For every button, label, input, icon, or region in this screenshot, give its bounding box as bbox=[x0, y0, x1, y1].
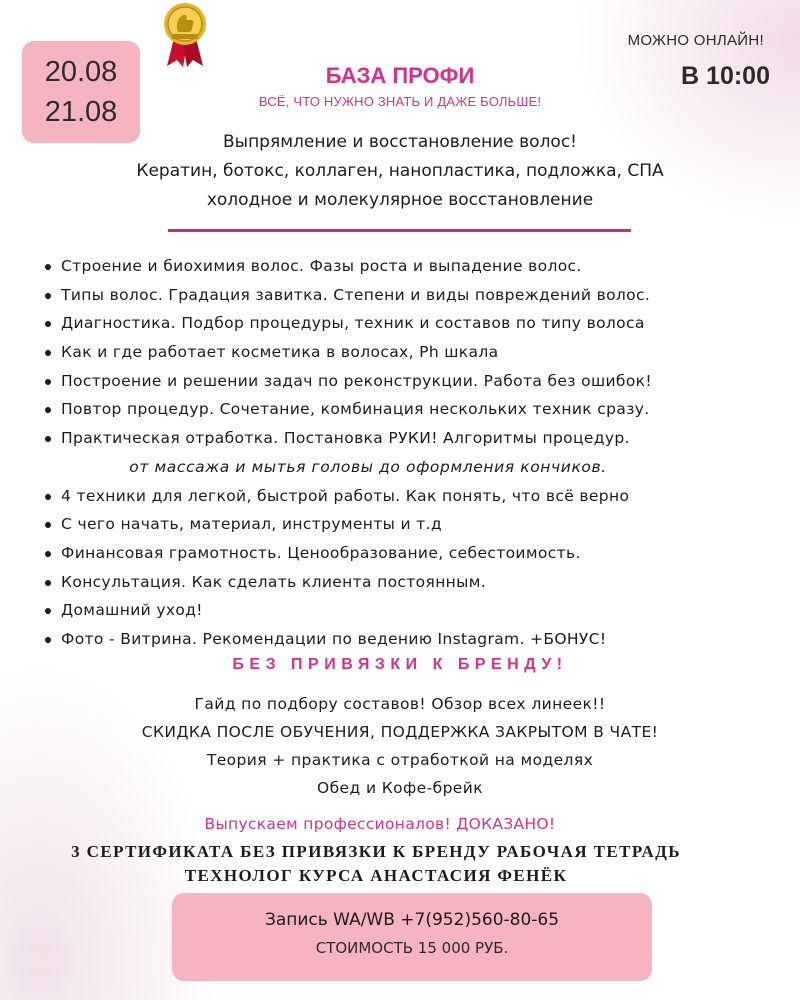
topic-text: Повтор процедур. Сочетание, комбинация нескольких техник сразу. bbox=[61, 400, 650, 419]
online-available-note: МОЖНО ОНЛАЙН! bbox=[627, 32, 764, 49]
topic-item bbox=[44, 568, 784, 597]
perk-line: Обед и Кофе-брейк bbox=[317, 779, 483, 797]
intro-line: холодное и молекулярное восстановление bbox=[206, 190, 594, 210]
bullet-dot-icon bbox=[45, 321, 51, 327]
topic-text: Практическая отработка. Постановка РУКИ! Алгоритмы процедур. bbox=[61, 429, 630, 448]
bullet-dot-icon bbox=[45, 494, 51, 500]
proof-statement: Выпускаем профессионалов! ДОКАЗАНО! bbox=[204, 815, 556, 833]
course-subtitle: ВСЁ, ЧТО НУЖНО ЗНАТЬ И ДАЖЕ БОЛЬШЕ! bbox=[258, 94, 542, 109]
course-date-2: 21.08 bbox=[44, 96, 118, 128]
perk-line: Теория + практика с отработкой на моделях bbox=[206, 751, 594, 769]
intro-line: Кератин, ботокс, коллаген, нанопластика, подложка, СПА bbox=[136, 161, 664, 181]
course-date-1: 20.08 bbox=[44, 56, 118, 88]
signup-contact[interactable]: Запись WA/WB +7(952)560-80-65 bbox=[264, 910, 560, 930]
certificates-block bbox=[0, 840, 752, 888]
bullet-dot-icon bbox=[45, 293, 51, 299]
topic-item bbox=[44, 424, 784, 453]
bullet-dot-icon bbox=[45, 436, 51, 442]
intro-line: Выпрямление и восстановление волос! bbox=[222, 132, 577, 152]
course-price: СТОИМОСТЬ 15 000 РУБ. bbox=[315, 939, 509, 957]
bullet-dot-icon bbox=[45, 522, 51, 528]
topics-list bbox=[44, 252, 784, 654]
course-intro bbox=[0, 128, 800, 215]
topic-text: Консультация. Как сделать клиента постоянным. bbox=[61, 572, 487, 591]
perk-line: СКИДКА ПОСЛЕ ОБУЧЕНИЯ, ПОДДЕРЖКА ЗАКРЫТОМ В ЧАТЕ! bbox=[141, 723, 659, 741]
course-title: БАЗА ПРОФИ bbox=[325, 63, 475, 88]
signup-box bbox=[172, 893, 652, 981]
topic-item bbox=[44, 367, 784, 396]
topic-text: Домашний уход! bbox=[61, 601, 203, 620]
topic-item bbox=[44, 539, 784, 568]
topic-item bbox=[44, 625, 784, 654]
section-divider bbox=[168, 229, 631, 232]
topic-text: 4 техники для легкой, быстрой работы. Как понять, что всё верно bbox=[61, 486, 630, 505]
bullet-dot-icon bbox=[45, 608, 51, 614]
bullet-dot-icon bbox=[45, 580, 51, 586]
certificates-line: 3 СЕРТИФИКАТА БЕЗ ПРИВЯЗКИ К БРЕНДУ РАБОЧАЯ ТЕТРАДЬ bbox=[71, 842, 681, 861]
gold-medal-badge-icon bbox=[160, 0, 210, 68]
instructor-line: ТЕХНОЛОГ КУРСА АНАСТАСИЯ ФЕНЁК bbox=[184, 866, 568, 885]
brand-free-heading: БЕЗ ПРИВЯЗКИ К БРЕНДУ! bbox=[232, 656, 568, 673]
course-perks bbox=[0, 690, 800, 802]
bullet-dot-icon bbox=[45, 379, 51, 385]
bullet-dot-icon bbox=[45, 551, 51, 557]
topic-text: Фото - Витрина. Рекомендации по ведению Instagram. +БОНУС! bbox=[61, 629, 607, 648]
topic-text: Диагностика. Подбор процедуры, техник и составов по типу волоса bbox=[61, 314, 645, 333]
topic-item bbox=[44, 281, 784, 310]
topic-item bbox=[44, 510, 784, 539]
bullet-dot-icon bbox=[45, 637, 51, 643]
topic-text: Строение и биохимия волос. Фазы роста и выпадение волос. bbox=[61, 257, 582, 275]
bullet-dot-icon bbox=[45, 350, 51, 356]
topic-text: С чего начать, материал, инструменты и т.д bbox=[61, 515, 442, 534]
topic-text: Как и где работает косметика в волосах, Ph шкала bbox=[61, 343, 499, 362]
topic-item bbox=[44, 338, 784, 367]
topic-text: Типы волос. Градация завитка. Степени и виды повреждений волос. bbox=[61, 285, 651, 304]
topic-item bbox=[44, 395, 784, 424]
topic-item bbox=[44, 252, 784, 281]
topic-item bbox=[44, 309, 784, 338]
topic-item bbox=[44, 482, 784, 511]
topic-item bbox=[44, 596, 784, 625]
perk-line: Гайд по подбору составов! Обзор всех линеек!! bbox=[194, 695, 606, 713]
topic-note: от массажа и мытья головы до оформления кончиков. bbox=[129, 457, 607, 476]
topic-text: Построение и решении задач по реконструкции. Работа без ошибок! bbox=[61, 371, 652, 390]
bullet-dot-icon bbox=[45, 407, 51, 413]
topic-text: Финансовая грамотность. Ценообразование, себестоимость. bbox=[61, 543, 581, 562]
start-time: В 10:00 bbox=[681, 62, 770, 90]
bullet-dot-icon bbox=[45, 264, 51, 270]
